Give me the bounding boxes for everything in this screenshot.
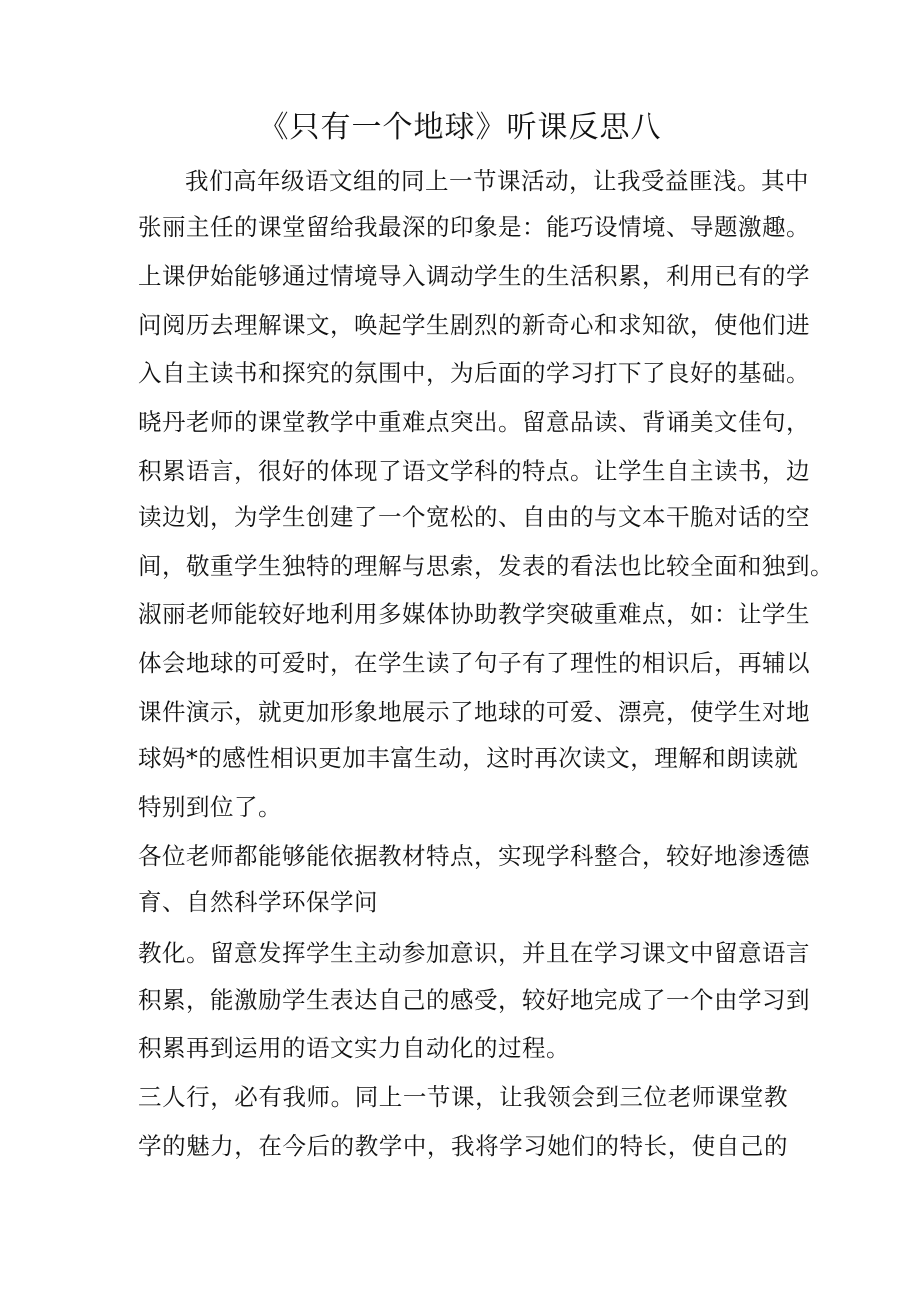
text-line: 入自主读书和探究的氛围中，为后面的学习打下了良好的基础。: [138, 359, 810, 387]
document-title: 《只有一个地球》听课反思八: [258, 110, 662, 145]
text-line: 学的魅力，在今后的教学中，我将学习她们的特长，使自己的: [138, 1132, 788, 1160]
text-line: 晓丹老师的课堂教学中重难点突出。留意品读、背诵美文佳句，: [138, 408, 810, 436]
text-line: 积累，能激励学生表达自己的感受，较好地完成了一个由学习到: [138, 986, 810, 1014]
text-line: 育、自然科学环保学问: [138, 888, 378, 916]
text-line: 间，敬重学生独特的理解与思索，发表的看法也比较全面和独到。: [138, 552, 834, 580]
text-line: 特别到位了。: [138, 793, 282, 821]
text-line: 我们高年级语文组的同上一节课活动，让我受益匪浅。其中: [185, 167, 809, 195]
text-line: 积累语言，很好的体现了语文学科的特点。让学生自主读书，边: [138, 457, 810, 485]
text-line: 上课伊始能够通过情境导入调动学生的生活积累，利用已有的学: [138, 262, 810, 290]
text-line: 三人行，必有我师。同上一节课，让我领会到三位老师课堂教: [138, 1083, 788, 1111]
text-line: 淑丽老师能较好地利用多媒体协助教学突破重难点，如：让学生: [138, 600, 810, 628]
text-line: 张丽主任的课堂留给我最深的印象是：能巧设情境、导题激趣。: [138, 213, 810, 241]
text-line: 积累再到运用的语文实力自动化的过程。: [138, 1034, 570, 1062]
text-line: 问阅历去理解课文，唤起学生剧烈的新奇心和求知欲，使他们进: [138, 311, 810, 339]
text-line: 课件演示，就更加形象地展示了地球的可爱、漂亮，使学生对地: [138, 698, 810, 726]
text-line: 读边划，为学生创建了一个宽松的、自由的与文本干脆对话的空: [138, 503, 810, 531]
text-line: 体会地球的可爱时，在学生读了句子有了理性的相识后，再辅以: [138, 649, 810, 677]
text-line: 教化。留意发挥学生主动参加意识，并且在学习课文中留意语言: [138, 939, 810, 967]
text-line: 各位老师都能够能依据教材特点，实现学科整合，较好地渗透德: [138, 842, 810, 870]
text-line: 球妈*的感性相识更加丰富生动，这时再次读文，理解和朗读就: [138, 744, 799, 772]
